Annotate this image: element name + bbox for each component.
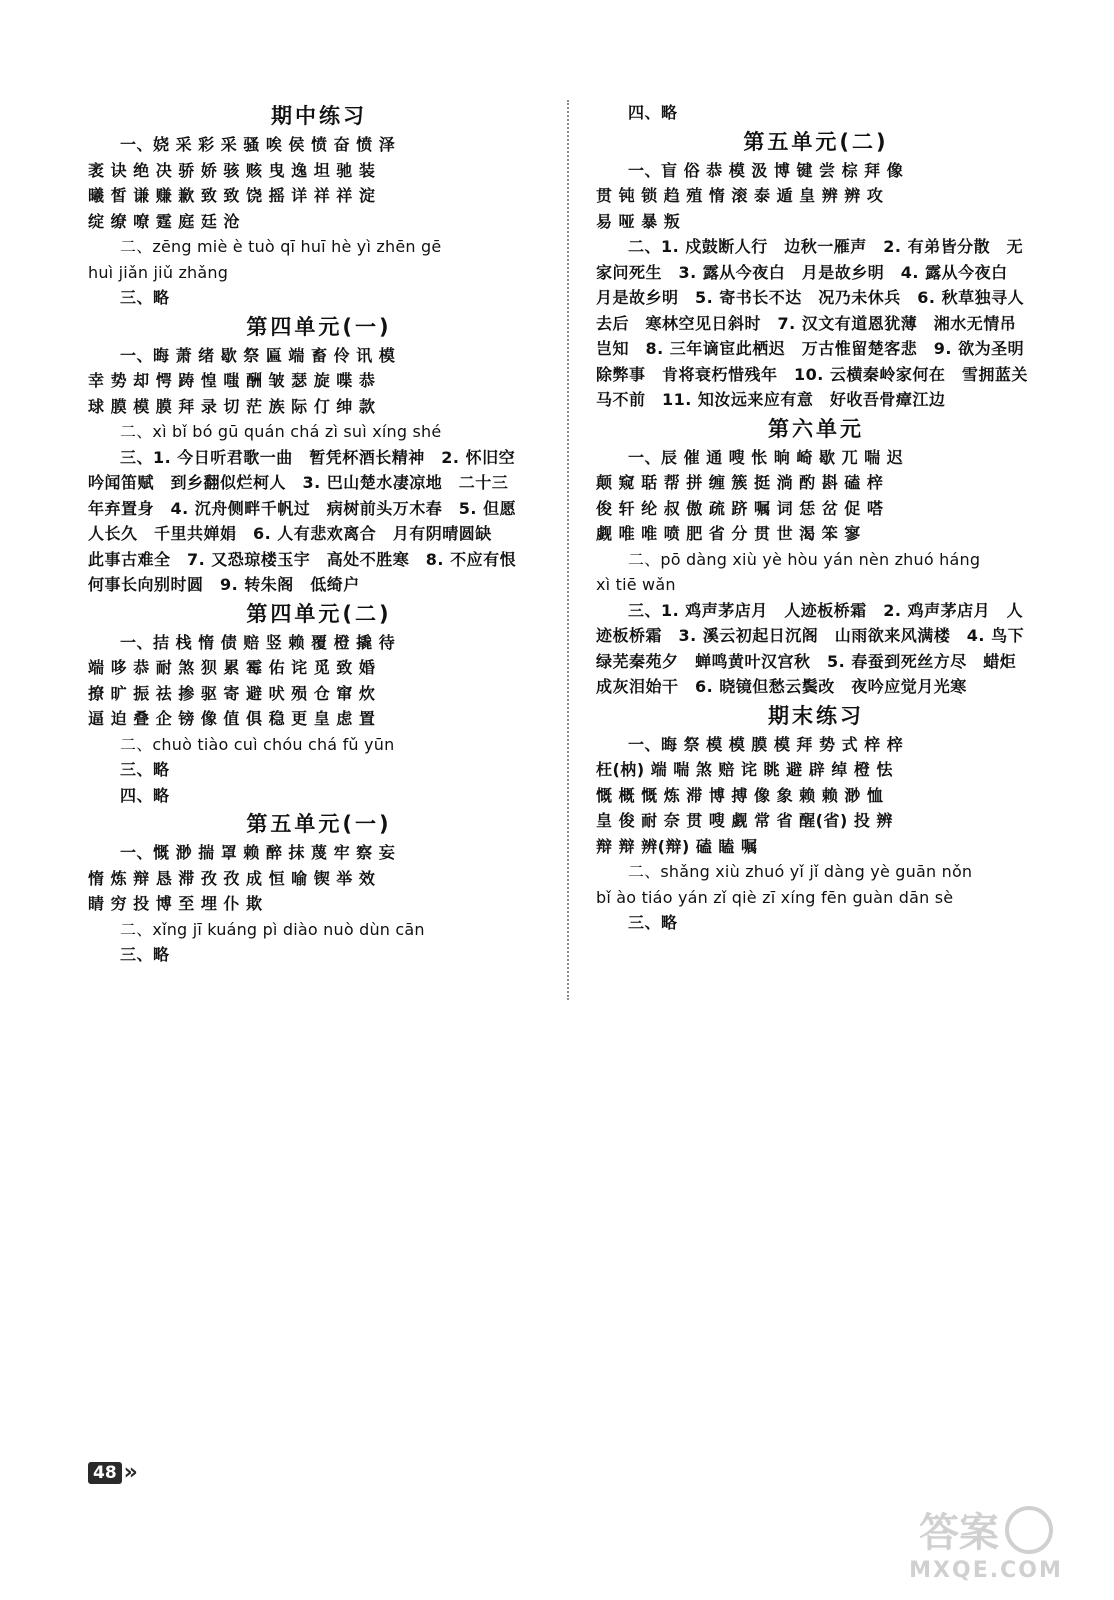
page-number-label: 48 xyxy=(88,1462,122,1484)
answer-line: 四、略 xyxy=(628,103,678,122)
answer-line: 三、略 xyxy=(120,288,170,307)
section-heading: 第五单元(二) xyxy=(743,129,889,154)
answer-line: 年弃置身 4. 沉舟侧畔千帆过 病树前头万木春 5. 但愿 xyxy=(88,498,517,518)
answer-line: 一、娆 采 彩 采 骚 唉 侯 愤 奋 愤 泽 xyxy=(120,135,396,154)
pinyin-answer-line: 二、xǐng jī kuáng pì diào nuò dùn cān xyxy=(120,919,425,939)
answer-line: 曦 皙 谦 赚 歉 致 致 饶 摇 详 祥 祥 淀 xyxy=(88,186,376,205)
answer-line: 家问死生 3. 露从今夜白 月是故乡明 4. 露从今夜白 xyxy=(596,262,1008,282)
answer-line: 何事长向别时圆 9. 转朱阁 低绮户 xyxy=(88,575,360,594)
answer-line: 绿芜秦苑夕 蝉鸣黄叶汉宫秋 5. 春蚕到死丝方尽 蜡炬 xyxy=(596,651,1017,671)
section-heading: 第六单元 xyxy=(768,416,864,441)
answer-line: 惰 炼 辩 恳 滞 孜 孜 成 恒 喻 锲 举 效 xyxy=(88,868,376,888)
pinyin-answer-line: 二、pō dàng xiù yè hòu yán nèn zhuó háng xyxy=(628,549,981,569)
watermark-circle-icon xyxy=(1005,1506,1053,1554)
pinyin-answer-line: xì tiē wǎn xyxy=(596,575,676,594)
answer-line: 二、1. 戍鼓断人行 边秋一雁声 2. 有弟皆分散 无 xyxy=(628,237,1024,256)
answer-line: 迹板桥霜 3. 溪云初起日沉阁 山雨欲来风满楼 4. 鸟下 xyxy=(596,626,1025,645)
answer-line: 绽 缭 嘹 霆 庭 廷 沧 xyxy=(88,211,240,231)
answer-line: 三、略 xyxy=(628,913,678,932)
left-column xyxy=(88,100,550,968)
answer-line: 球 膜 模 膜 拜 录 切 茫 族 际 仃 绅 款 xyxy=(88,396,376,416)
watermark xyxy=(886,1492,1086,1592)
answer-line: 一、晦 祭 模 模 膜 模 拜 势 式 梓 梓 xyxy=(628,734,904,754)
answer-line: 人长久 千里共婵娟 6. 人有悲欢离合 月有阴晴圆缺 xyxy=(88,524,492,543)
answer-line: 一、拮 栈 惰 债 赔 竖 赖 覆 橙 撬 待 xyxy=(120,632,396,652)
pinyin-answer-line: 二、xì bǐ bó gū quán chá zì suì xíng shé xyxy=(120,422,442,441)
section-heading: 第四单元(二) xyxy=(246,601,392,626)
pinyin-answer-line: 二、zēng miè è tuò qī huī hè yì zhēn gē xyxy=(120,237,442,256)
answer-line: 颠 窥 聒 帮 拼 缠 簇 挺 淌 酌 斟 磕 梓 xyxy=(596,473,884,492)
answer-line: 俊 轩 纶 叔 傲 疏 跻 嘱 词 恁 岔 促 嗒 xyxy=(596,498,884,518)
pinyin-answer-line: 二、shǎng xiù zhuó yǐ jǐ dàng yè guān nǒn xyxy=(628,862,973,881)
answer-line: 辩 辩 辨(辩) 磕 瞌 嘱 xyxy=(596,836,758,856)
answer-line: 一、盲 俗 恭 模 汲 博 键 尝 棕 拜 像 xyxy=(628,160,904,180)
answer-line: 一、晦 萧 绪 歇 祭 匾 端 畜 伶 讯 模 xyxy=(120,345,396,365)
answer-line: 此事古难全 7. 又恐琼楼玉宇 高处不胜寒 8. 不应有恨 xyxy=(88,549,517,569)
answer-line: 四、略 xyxy=(120,785,170,805)
answer-line: 贯 钝 锁 趋 殖 惰 滚 泰 遁 皇 辨 辨 攻 xyxy=(596,186,884,205)
pinyin-answer-line: huì jiǎn jiǔ zhǎng xyxy=(88,262,229,282)
answer-line: 岂知 8. 三年谪宦此栖迟 万古惟留楚客悲 9. 欲为圣明 xyxy=(596,339,1025,358)
answer-line: 三、1. 鸡声茅店月 人迹板桥霜 2. 鸡声茅店月 人 xyxy=(628,600,1024,620)
answer-line: 三、1. 今日听君歌一曲 暂凭杯酒长精神 2. 怀旧空 xyxy=(120,447,516,467)
answer-line: 睛 穷 投 博 至 埋 仆 欺 xyxy=(88,894,263,913)
answer-line: 逼 迫 叠 企 镑 像 值 俱 稳 更 皇 虑 置 xyxy=(88,709,376,728)
answer-line: 易 哑 暴 叛 xyxy=(596,211,681,231)
answer-line: 撩 旷 振 祛 掺 驱 寄 避 吠 殒 仓 窜 炊 xyxy=(88,683,376,703)
answer-line: 三、略 xyxy=(120,760,170,779)
pinyin-answer-line: bǐ ào tiáo yán zǐ qiè zī xíng fēn guàn dān sè xyxy=(596,887,954,907)
pinyin-answer-line: 二、chuò tiào cuì chóu chá fǔ yūn xyxy=(120,734,395,754)
answer-line: 马不前 11. 知汝远来应有意 好收吾骨瘴江边 xyxy=(596,390,946,409)
answer-line: 吟闻笛赋 到乡翻似烂柯人 3. 巴山楚水凄凉地 二十三 xyxy=(88,473,509,492)
answer-line: 端 哆 恭 耐 煞 狈 累 霉 佑 诧 觅 致 婚 xyxy=(88,658,376,677)
answer-line: 三、略 xyxy=(120,945,170,964)
answer-line: 皇 俊 耐 奈 贯 嗖 觑 常 省 醒(省) 投 辨 xyxy=(596,811,893,830)
answer-line: 一、辰 催 通 嗖 怅 晌 崎 歇 兀 喘 迟 xyxy=(628,447,904,467)
section-heading: 期末练习 xyxy=(768,703,864,728)
watermark-logo xyxy=(919,1501,1053,1558)
page-number xyxy=(88,1462,138,1484)
answer-line: 慨 概 慨 炼 滞 博 搏 像 象 赖 赖 渺 恤 xyxy=(596,785,884,805)
watermark-url: MXQE.COM xyxy=(909,1558,1063,1583)
answer-line: 成灰泪始干 6. 晓镜但愁云鬓改 夜吟应觉月光寒 xyxy=(596,677,967,696)
answer-line: 一、慨 渺 揣 罩 赖 醉 抹 蔑 牢 察 妄 xyxy=(120,843,396,862)
section-heading: 第四单元(一) xyxy=(246,314,392,339)
answer-line: 枉(枘) 端 喘 煞 赔 诧 眺 避 辟 绰 橙 怯 xyxy=(596,760,893,779)
section-heading: 第五单元(一) xyxy=(246,812,392,836)
answer-line: 幸 势 却 愕 踌 惶 嗤 酬 皱 瑟 旋 喋 恭 xyxy=(88,371,376,390)
watermark-logo-text: 答案 xyxy=(919,1510,999,1556)
answer-line: 除弊事 肯将衰朽惜残年 10. 云横秦岭家何在 雪拥蓝关 xyxy=(596,364,1028,384)
column-divider xyxy=(567,100,569,1000)
answer-line: 袤 诀 绝 决 骄 娇 骇 赅 曳 逸 坦 驰 装 xyxy=(88,160,376,180)
chevron-right-icon: » xyxy=(123,1460,138,1485)
section-heading: 期中练习 xyxy=(271,104,367,128)
answer-line: 月是故乡明 5. 寄书长不达 况乃未休兵 6. 秋草独寻人 xyxy=(596,288,1025,307)
answer-line: 觑 唯 唯 喷 肥 省 分 贯 世 渴 笨 寥 xyxy=(596,524,861,543)
answer-line: 去后 寒林空见日斜时 7. 汉文有道恩犹薄 湘水无情吊 xyxy=(596,313,1017,333)
right-column xyxy=(596,100,1036,936)
